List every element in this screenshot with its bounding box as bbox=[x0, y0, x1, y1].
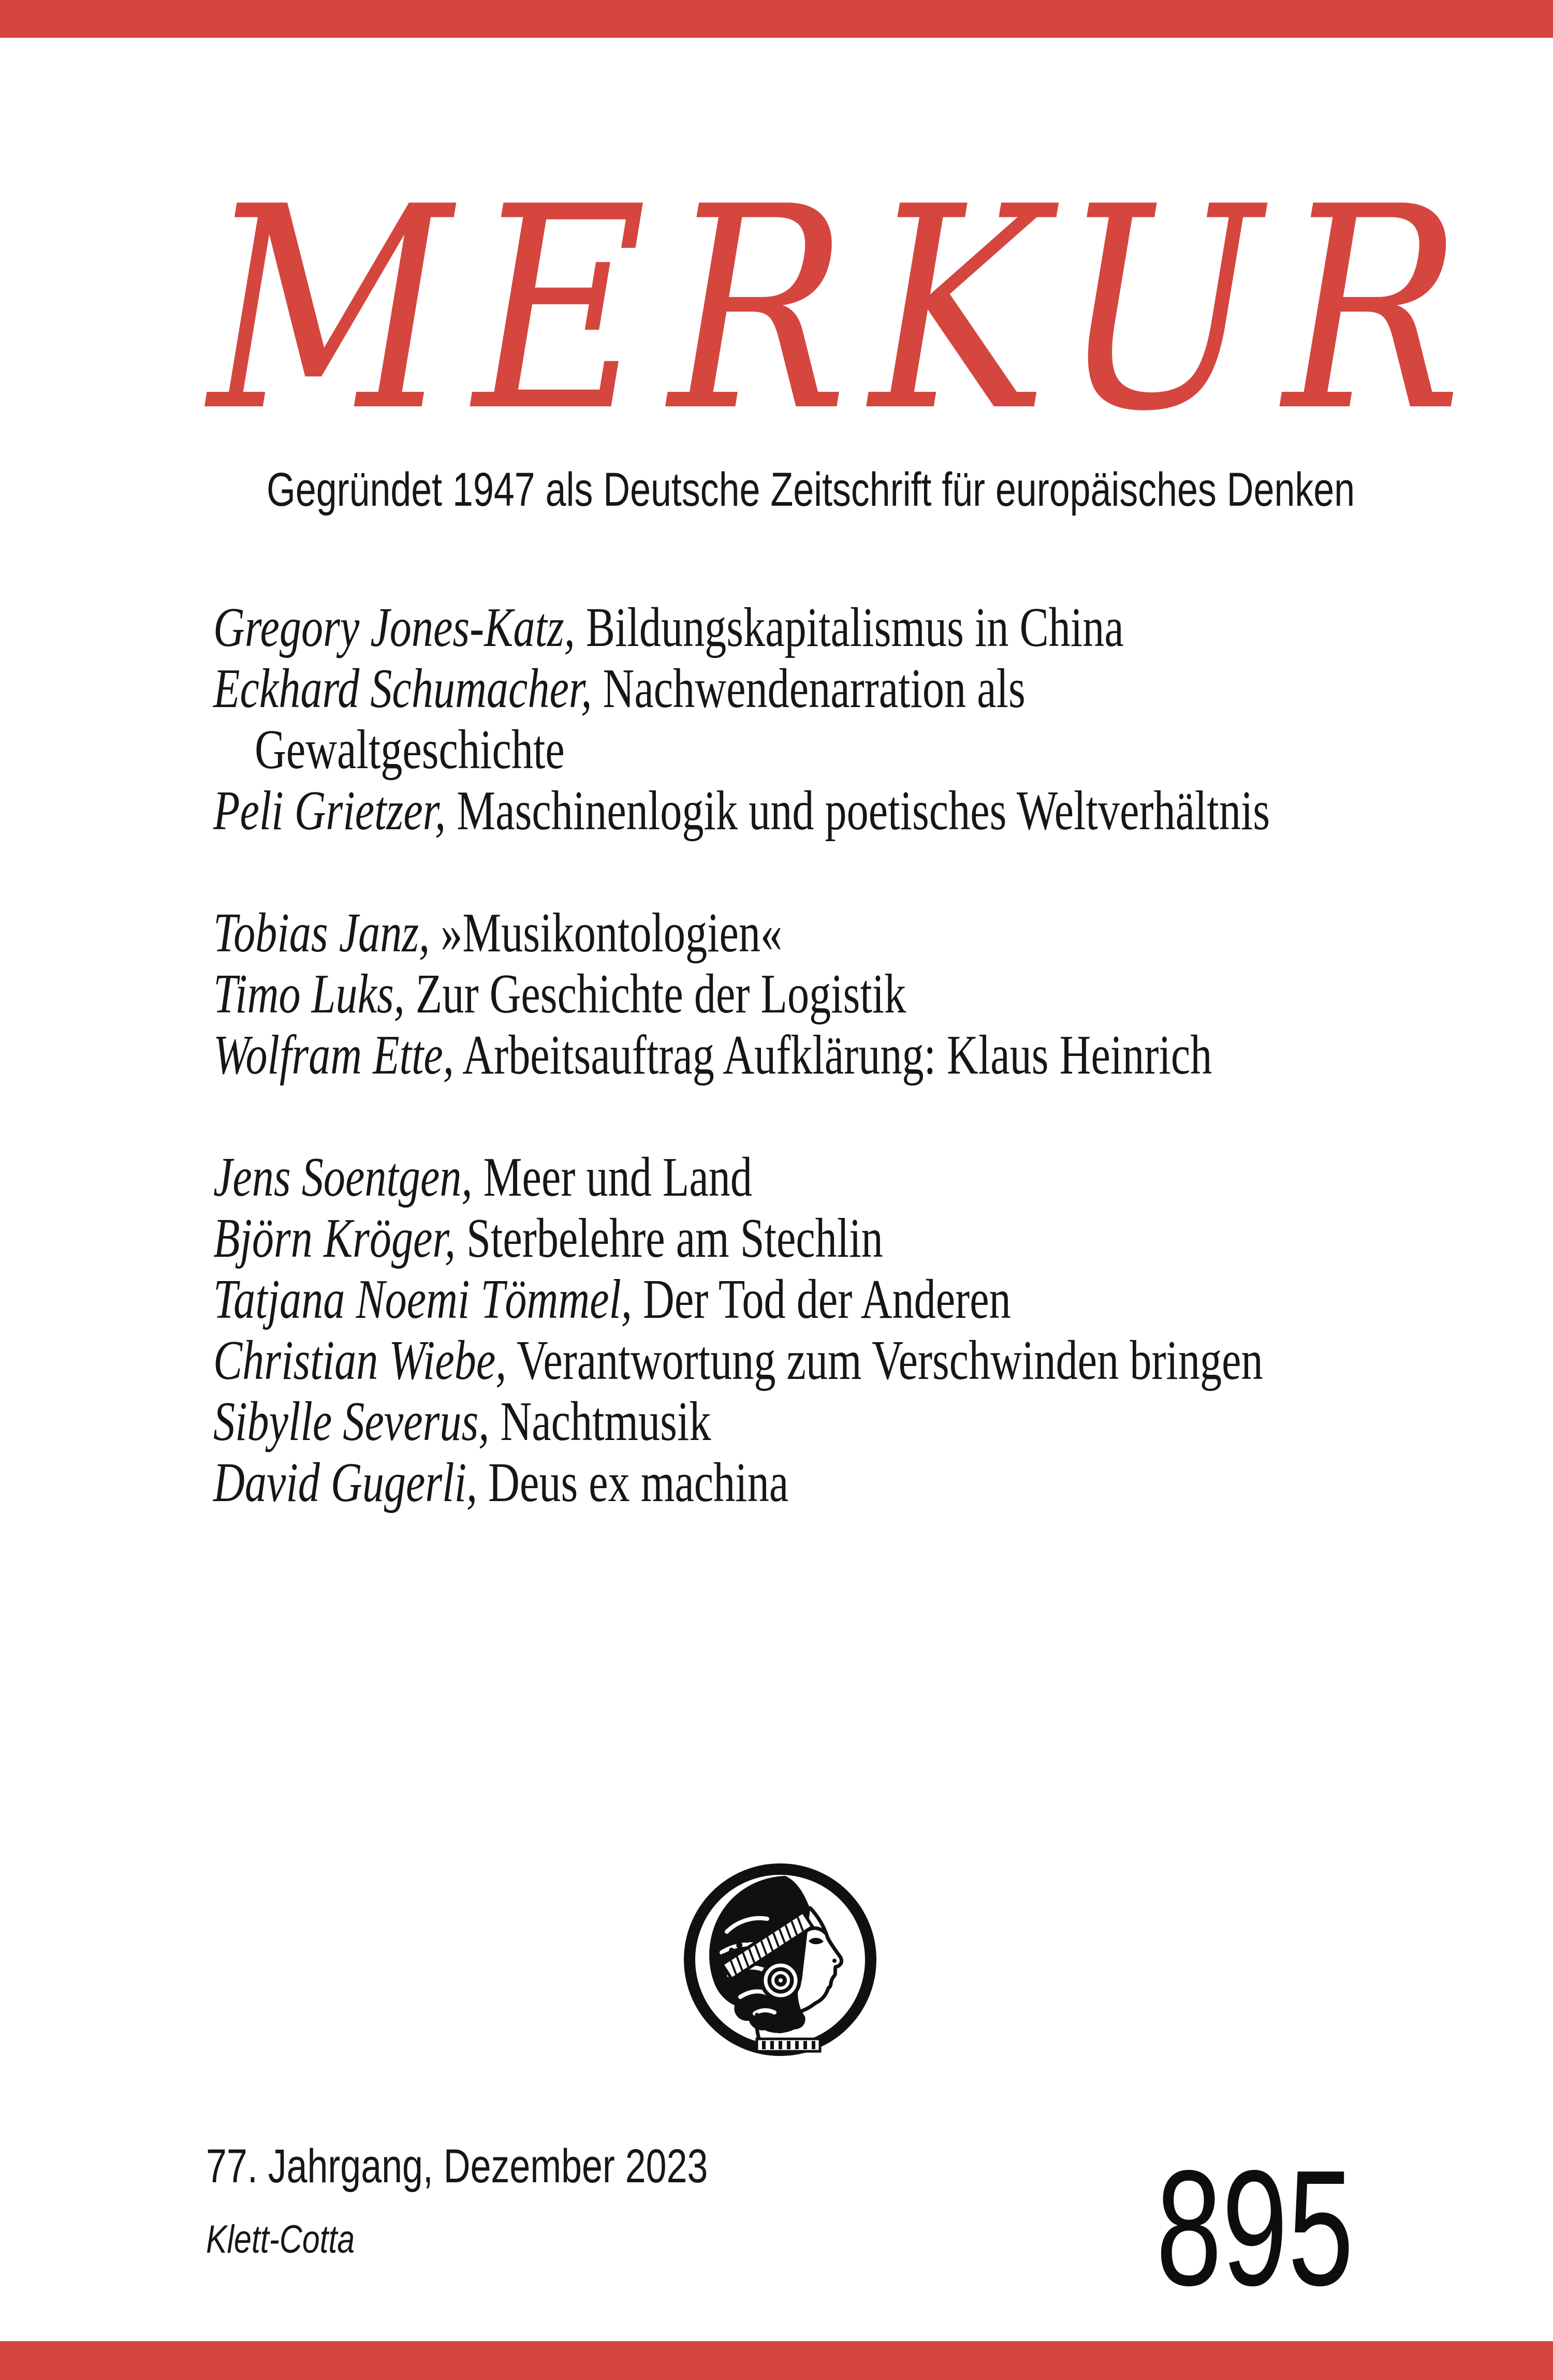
toc-line bbox=[213, 1025, 1553, 1086]
masthead-subtitle-text: Gegründet 1947 als Deutsche Zeitschrift für europäisches Denken bbox=[267, 463, 1355, 516]
article-title: Verantwortung zum Verschwinden bringen bbox=[506, 1330, 1263, 1391]
author-name: Tatjana Noemi Tömmel, bbox=[213, 1269, 632, 1330]
toc-line bbox=[213, 781, 1553, 842]
bottom-red-bar bbox=[0, 2341, 1553, 2380]
article-title: Sterbelehre am Stechlin bbox=[456, 1208, 883, 1269]
author-name: Peli Grietzer, bbox=[213, 780, 446, 842]
top-red-bar bbox=[0, 0, 1553, 38]
author-name: Wolfram Ette, bbox=[213, 1024, 454, 1086]
author-name: Gregory Jones-Katz, bbox=[213, 597, 575, 658]
toc-line bbox=[213, 1208, 1553, 1269]
toc-line bbox=[213, 903, 1553, 964]
toc-line bbox=[213, 658, 1553, 719]
toc-line bbox=[213, 1452, 1553, 1514]
article-title: Bildungskapitalismus in China bbox=[575, 597, 1124, 658]
article-title: Der Tod der Anderen bbox=[632, 1269, 1011, 1330]
author-name: Eckhard Schumacher, bbox=[213, 658, 592, 719]
author-name: Christian Wiebe, bbox=[213, 1330, 507, 1391]
toc-line bbox=[213, 597, 1553, 658]
article-title: Nachtmusik bbox=[489, 1391, 711, 1452]
toc-line bbox=[213, 964, 1553, 1025]
mercury-head-icon bbox=[679, 1858, 881, 2060]
masthead-title-text: MERKUR bbox=[208, 148, 1484, 473]
author-name: Sibylle Severus, bbox=[213, 1391, 490, 1452]
article-title: Meer und Land bbox=[472, 1147, 752, 1208]
author-name: Tobias Janz, bbox=[213, 902, 430, 964]
toc-line bbox=[213, 1147, 1553, 1208]
article-title: »Musikontologien« bbox=[430, 902, 783, 964]
publisher-name-text: Klett-Cotta bbox=[206, 2217, 355, 2261]
toc-line bbox=[213, 1330, 1553, 1391]
edition-info bbox=[206, 2140, 849, 2193]
article-title: Gewaltgeschichte bbox=[255, 719, 565, 781]
toc-line bbox=[213, 1391, 1553, 1452]
mercury-head-logo bbox=[679, 1858, 881, 2060]
author-name: Jens Soentgen, bbox=[213, 1147, 473, 1208]
issue-number-text: 895 bbox=[1156, 2136, 1354, 2320]
toc-line-continuation bbox=[213, 719, 1553, 781]
article-title: Maschinenlogik und poetisches Weltverhältnis bbox=[446, 780, 1270, 842]
toc-spacer bbox=[213, 1086, 1553, 1147]
table-of-contents bbox=[213, 597, 1553, 1514]
edition-info-text: 77. Jahrgang, Dezember 2023 bbox=[206, 2140, 708, 2193]
toc-spacer bbox=[213, 842, 1553, 903]
masthead-subtitle bbox=[267, 463, 1553, 516]
publisher-name bbox=[206, 2217, 392, 2261]
article-title: Zur Geschichte der Logistik bbox=[404, 963, 906, 1025]
author-name: Björn Kröger, bbox=[213, 1208, 456, 1269]
toc-line bbox=[213, 1269, 1553, 1330]
issue-number bbox=[1156, 2136, 1431, 2320]
author-name: David Gugerli, bbox=[213, 1452, 478, 1514]
article-title: Deus ex machina bbox=[477, 1452, 789, 1514]
masthead-title bbox=[208, 148, 1553, 473]
article-title: Arbeitsauftrag Aufklärung: Klaus Heinrich bbox=[453, 1024, 1212, 1086]
author-name: Timo Luks, bbox=[213, 963, 405, 1025]
article-title: Nachwendenarration als bbox=[592, 658, 1025, 719]
